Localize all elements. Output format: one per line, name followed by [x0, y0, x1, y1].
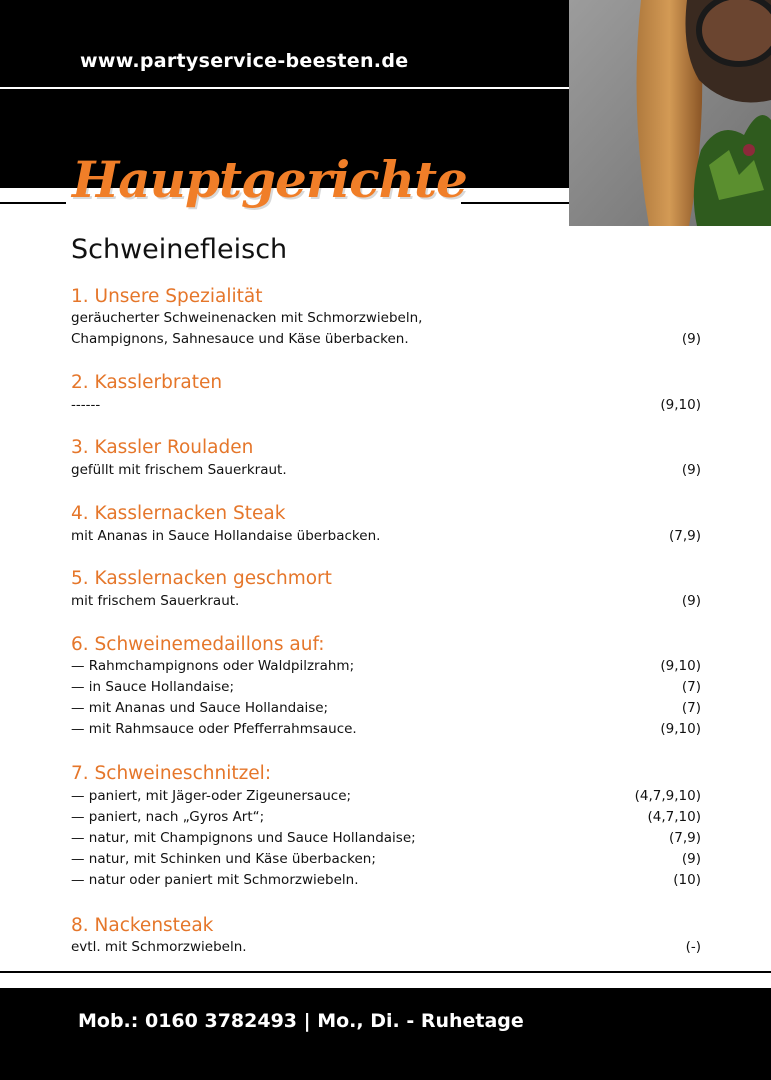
dish-name: 4. Kasslernacken Steak: [71, 503, 286, 524]
dish-description-line: [71, 870, 701, 891]
dish-description: — paniert, nach „Gyros Art“;: [71, 809, 265, 825]
dish-name: 2. Kasslerbraten: [71, 372, 223, 393]
dish-description: — Rahmchampignons oder Waldpilzrahm;: [71, 658, 355, 674]
title-rule-left: [0, 202, 66, 204]
footer-band: [0, 988, 771, 1080]
menu-item: [71, 372, 701, 413]
bottom-divider: [0, 971, 771, 973]
footer-contact: Mob.: 0160 3782493 | Mo., Di. - Ruhetage: [78, 1010, 524, 1032]
dish-description-line: [71, 591, 701, 612]
dish-name: 8. Nackensteak: [71, 915, 214, 936]
dish-description: — paniert, mit Jäger-oder Zigeunersauce;: [71, 788, 352, 804]
dish-description: — mit Rahmsauce oder Pfefferrahmsauce.: [71, 721, 357, 737]
dish-description: — mit Ananas und Sauce Hollandaise;: [71, 700, 329, 716]
dish-description-line: [71, 395, 701, 416]
header-divider: [0, 87, 569, 89]
dish-description: geräucherter Schweinenacken mit Schmorzwiebeln,: [71, 310, 423, 326]
dish-description-line: [71, 308, 701, 329]
dish-name: 3. Kassler Rouladen: [71, 437, 254, 458]
dish-name: 7. Schweineschnitzel:: [71, 763, 272, 784]
dish-description-line: [71, 849, 701, 870]
dish-description-line: [71, 786, 701, 807]
additive-codes: (9): [681, 462, 701, 478]
food-photo: [569, 0, 771, 226]
menu-item: [71, 763, 701, 888]
section-heading: Schweinefleisch: [71, 234, 288, 265]
additive-codes: (4,7,9,10): [634, 788, 701, 804]
additive-codes: (9,10): [660, 397, 701, 413]
menu-item: [71, 437, 701, 478]
title-rule-right: [461, 202, 569, 204]
dish-description: mit Ananas in Sauce Hollandaise überbacken.: [71, 528, 381, 544]
page-title: Hauptgerichte: [72, 150, 467, 209]
additive-codes: (9,10): [660, 721, 701, 737]
dish-description: — natur, mit Schinken und Käse überbacken;: [71, 851, 376, 867]
dish-description: — in Sauce Hollandaise;: [71, 679, 235, 695]
dish-description-line: [71, 828, 701, 849]
dish-description: — natur, mit Champignons und Sauce Hollandaise;: [71, 830, 416, 846]
dish-description-line: [71, 937, 701, 958]
additive-codes: (7,9): [668, 830, 701, 846]
additive-codes: (9): [681, 593, 701, 609]
additive-codes: (7): [681, 700, 701, 716]
website-url: www.partyservice-beesten.de: [80, 50, 409, 72]
additive-codes: (9,10): [660, 658, 701, 674]
dish-description: mit frischem Sauerkraut.: [71, 593, 240, 609]
menu-item: [71, 634, 701, 737]
dish-name: 1. Unsere Spezialität: [71, 286, 263, 307]
menu-item: [71, 286, 701, 347]
additive-codes: (4,7,10): [647, 809, 701, 825]
additive-codes: (9): [681, 851, 701, 867]
additive-codes: (9): [681, 331, 701, 347]
additive-codes: (10): [673, 872, 701, 888]
dish-description: gefüllt mit frischem Sauerkraut.: [71, 462, 287, 478]
additive-codes: (7,9): [668, 528, 701, 544]
dish-description: evtl. mit Schmorzwiebeln.: [71, 939, 247, 955]
dish-description-line: [71, 329, 701, 350]
dish-description: ------: [71, 397, 101, 413]
menu-item: [71, 568, 701, 609]
dish-name: 5. Kasslernacken geschmort: [71, 568, 332, 589]
dish-description-line: [71, 526, 701, 547]
dish-description: Champignons, Sahnesauce und Käse überbacken.: [71, 331, 409, 347]
menu-item: [71, 503, 701, 544]
dish-description-line: [71, 719, 701, 740]
dish-description-line: [71, 807, 701, 828]
dish-description-line: [71, 460, 701, 481]
additive-codes: (-): [685, 939, 701, 955]
dish-description-line: [71, 677, 701, 698]
dish-description-line: [71, 656, 701, 677]
dish-description-line: [71, 698, 701, 719]
menu-item: [71, 915, 701, 955]
additive-codes: (7): [681, 679, 701, 695]
dish-name: 6. Schweinemedaillons auf:: [71, 634, 325, 655]
dish-description: — natur oder paniert mit Schmorzwiebeln.: [71, 872, 359, 888]
